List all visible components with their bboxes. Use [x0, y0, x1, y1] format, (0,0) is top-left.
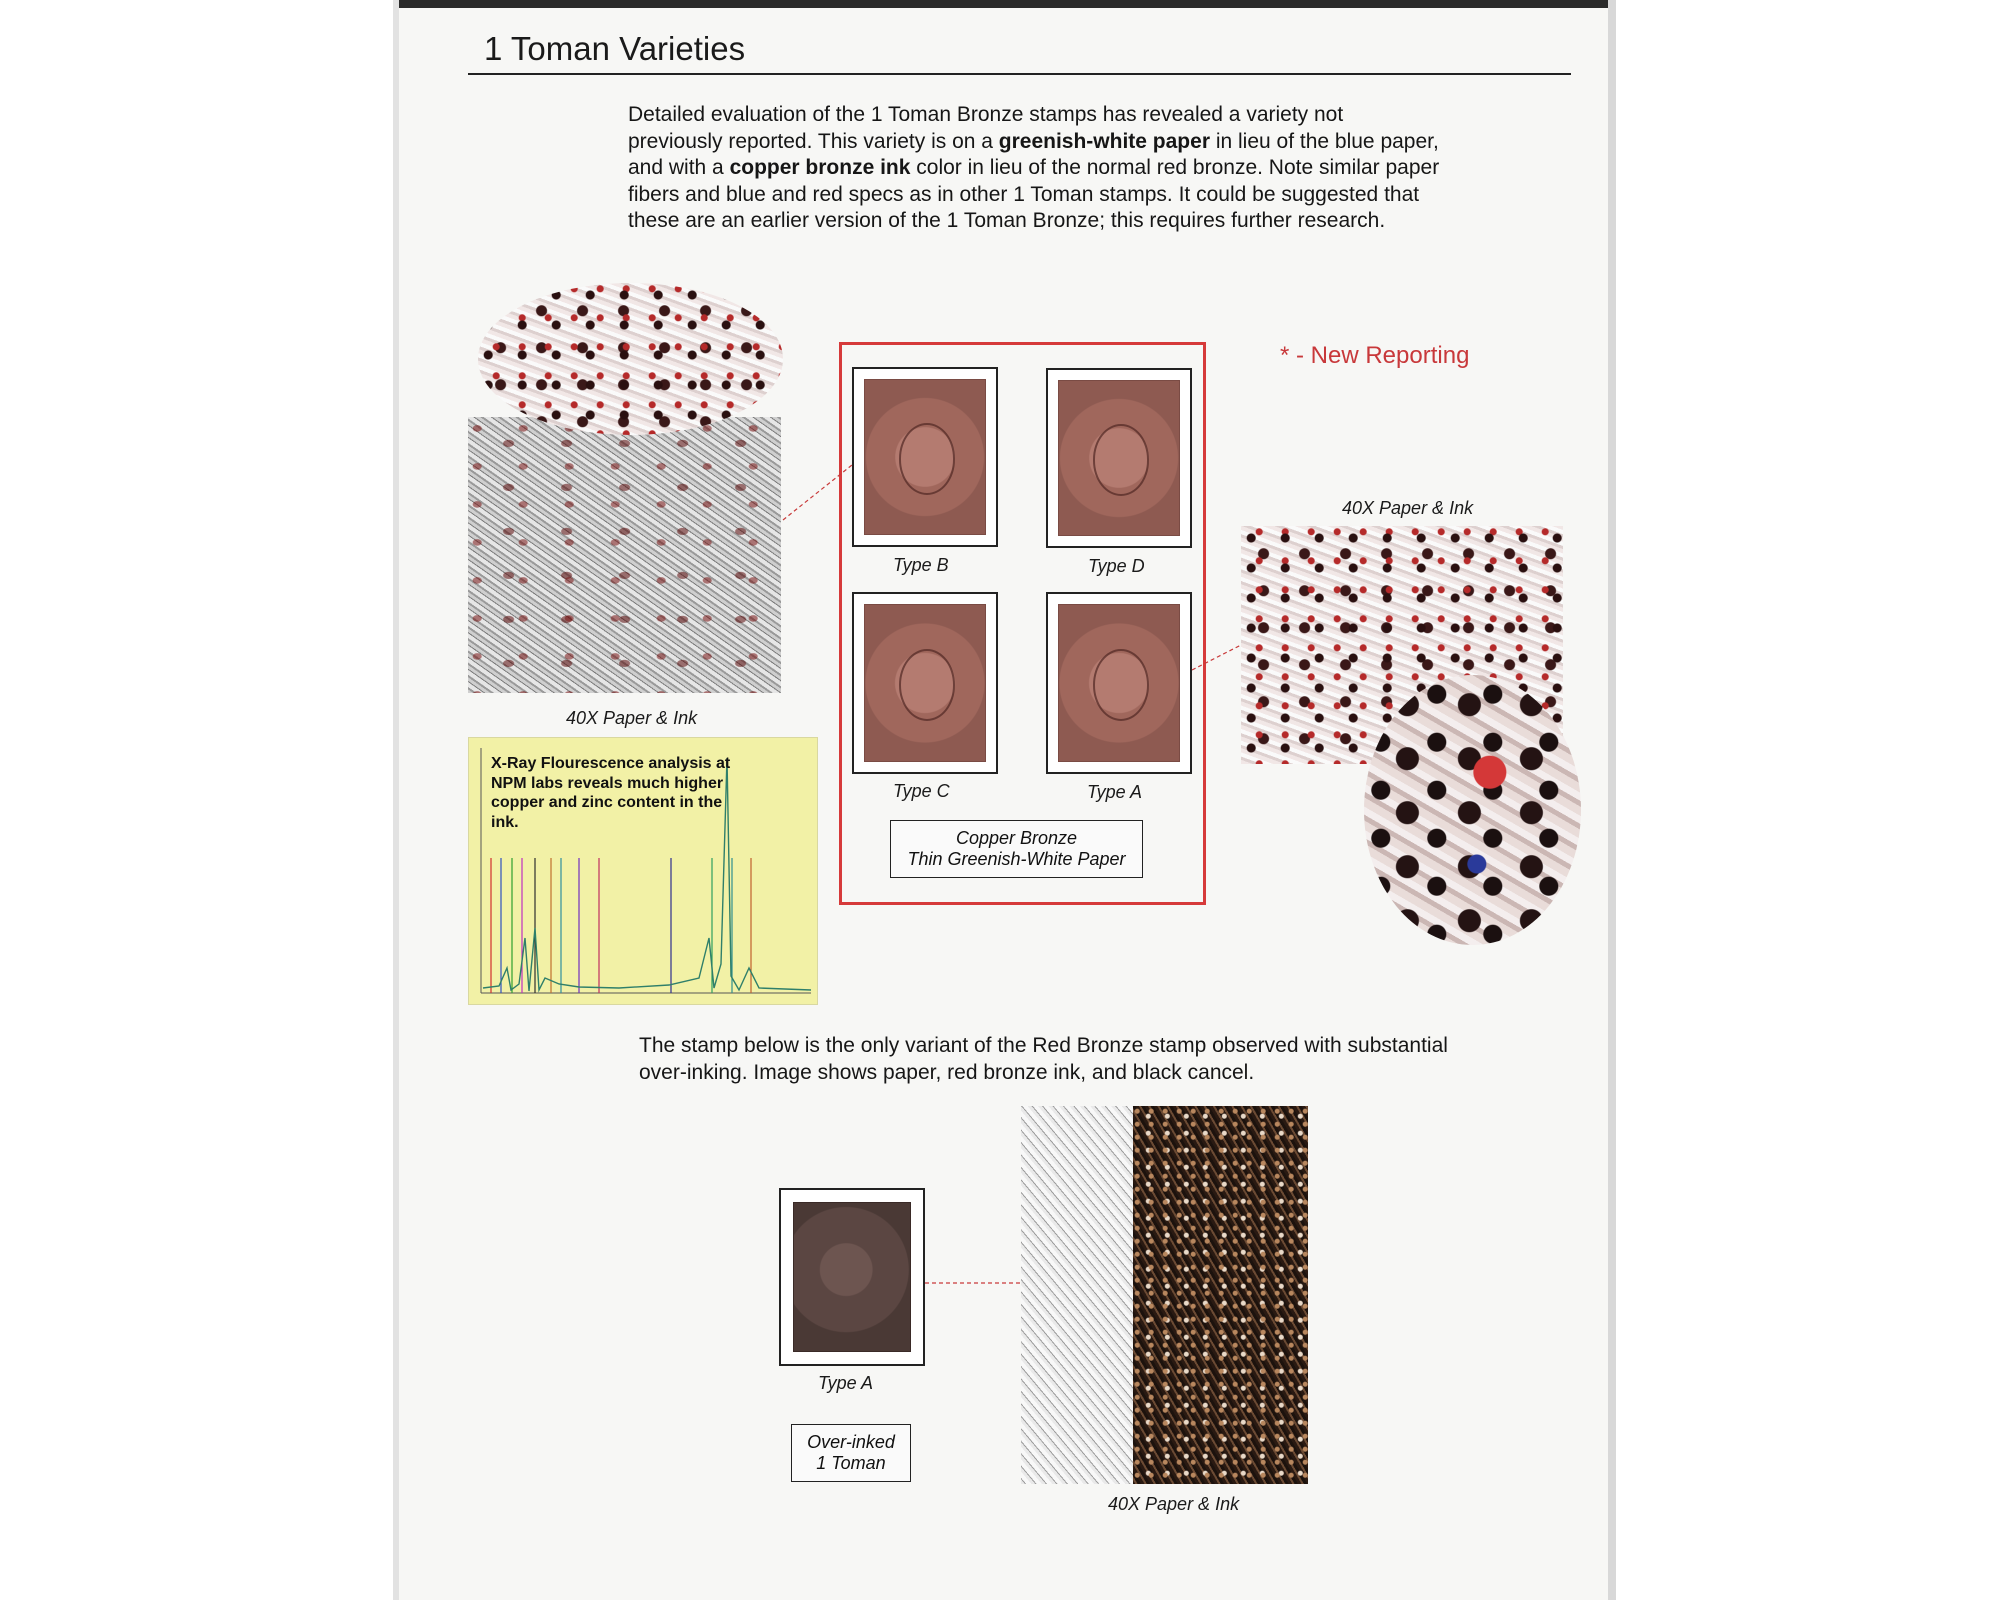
emphasis: greenish-white paper — [998, 129, 1210, 153]
panel-label-line1: Copper Bronze — [955, 828, 1078, 848]
stamp-label: Type B — [893, 555, 949, 575]
emphasis: copper bronze ink — [729, 156, 911, 179]
stamp-label: Type A — [1087, 782, 1143, 802]
overinked-label-line2: 1 Toman — [816, 1453, 886, 1473]
stamp-type-d — [1046, 368, 1192, 548]
ink-detail-oval-right — [1364, 675, 1581, 945]
new-reporting-note: * - New Reporting — [1280, 342, 1470, 369]
stamp-image — [793, 1202, 911, 1352]
stamp-image — [864, 604, 986, 762]
intro-text: Detailed evaluation of the 1 Toman Bronze stamps has revealed a variety not previously reported. This variety is on a greenish-white paper in lieu of the blue paper, and with a copper bronze ink color in lieu of the normal red bronze. Note similar paper fibers and blue and red specs as in other 1 Toman stamps. It could be suggested that these are an earlier version of the 1 Toman Bronze; this requires further research. — [628, 103, 1440, 232]
stamp-image — [864, 379, 986, 535]
overinked-paragraph: The stamp below is the only variant of the Red Bronze stamp observed with substantial over-inking. Image shows paper, red bronze ink, and black cancel. — [639, 1034, 1448, 1084]
title-rule — [468, 73, 1571, 75]
stamp-type-c — [852, 592, 998, 774]
stamp-image — [1058, 380, 1180, 536]
overinked-label-box — [791, 1424, 911, 1482]
page-title: 1 Toman Varieties — [484, 30, 746, 67]
caption-left-magnification: 40X Paper & Ink — [566, 708, 698, 728]
stamp-label: Type A — [818, 1373, 874, 1393]
stamp-label: Type D — [1088, 556, 1145, 576]
paper-magnification-left — [468, 417, 781, 693]
panel-label-box — [890, 820, 1143, 878]
caption-right-magnification: 40X Paper & Ink — [1342, 498, 1474, 518]
ink-detail-oval-left — [478, 283, 783, 435]
paper-unlinked-area — [1021, 1106, 1133, 1484]
paper-magnification-overinked — [1021, 1106, 1308, 1484]
page-edge-right — [1608, 0, 1616, 1600]
caption-overinked-magnification: 40X Paper & Ink — [1108, 1494, 1240, 1514]
intro-paragraph — [628, 102, 1443, 235]
xrf-annotation: X-Ray Flourescence analysis at NPM labs reveals much higher copper and zinc content in the ink. — [491, 755, 731, 831]
stamp-label: Type C — [893, 781, 950, 801]
stamp-type-b — [852, 367, 998, 547]
panel-label-line2: Thin Greenish-White Paper — [907, 849, 1126, 869]
stamp-type-a — [1046, 592, 1192, 774]
stamp-overinked-type-a — [779, 1188, 925, 1366]
stamp-image — [1058, 604, 1180, 762]
overinked-label-line1: Over-inked — [807, 1432, 895, 1452]
page-edge-left — [393, 0, 399, 1600]
